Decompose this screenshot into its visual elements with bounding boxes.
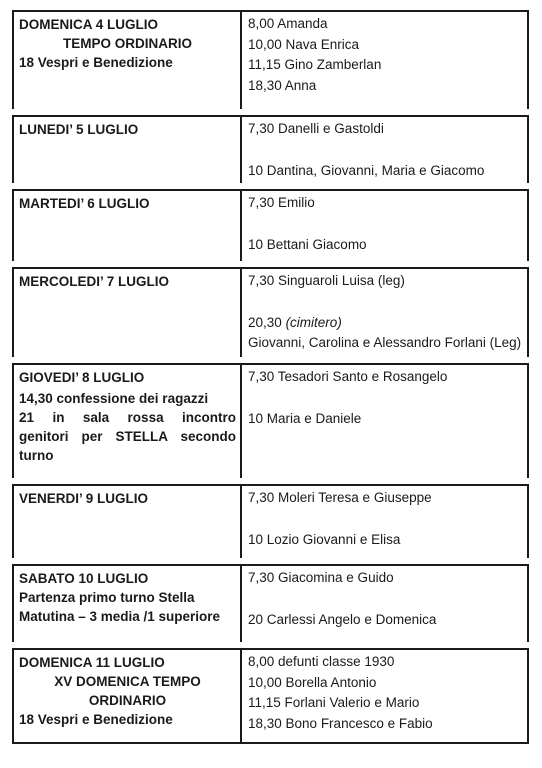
mass-intention: 10 Dantina, Giovanni, Maria e Giacomo — [248, 162, 485, 178]
day-note: Partenza primo turno Stella — [19, 590, 195, 605]
mass-intention: Giovanni, Carolina e Alessandro Forlani (Leg) — [248, 335, 522, 350]
mass-location: (cimitero) — [285, 314, 342, 330]
day-title: VENERDI’ 9 LUGLIO — [19, 491, 149, 506]
mass-intention: 18,30 Bono Francesco e Fabio — [248, 715, 433, 731]
mass-intention: 10 Maria e Daniele — [248, 410, 362, 426]
mass-intention: 7,30 Giacomina e Guido — [248, 570, 394, 585]
table-row — [12, 189, 529, 261]
table-row — [12, 564, 529, 642]
table-row — [12, 267, 529, 357]
table-row — [12, 648, 529, 744]
day-title: SABATO 10 LUGLIO — [19, 571, 149, 586]
day-note: 14,30 confessione dei ragazzi — [19, 391, 209, 406]
day-note: 18 Vespri e Benedizione — [19, 55, 173, 70]
table-row — [12, 363, 529, 478]
day-title: DOMENICA 11 LUGLIO — [19, 655, 165, 670]
masses-cell — [241, 267, 529, 357]
masses-cell — [241, 10, 529, 109]
mass-intention: 10 Lozio Giovanni e Elisa — [248, 531, 401, 547]
liturgical-title: TEMPO ORDINARIO — [62, 36, 192, 51]
mass-intention: 7,30 Danelli e Gastoldi — [248, 121, 384, 136]
weekly-mass-schedule-table — [12, 10, 529, 744]
masses-cell — [241, 115, 529, 183]
mass-intention: 7,30 Singuaroli Luisa (leg) — [248, 273, 405, 288]
day-cell — [12, 648, 241, 744]
day-title: MERCOLEDI’ 7 LUGLIO — [19, 274, 170, 289]
masses-cell — [241, 564, 529, 642]
table-row — [12, 484, 529, 558]
mass-intention-evening — [248, 313, 523, 334]
day-cell — [12, 10, 241, 109]
mass-intention: 7,30 Tesadori Santo e Rosangelo — [248, 369, 448, 384]
liturgical-title: XV DOMENICA TEMPO — [54, 674, 201, 689]
day-note: 18 Vespri e Benedizione — [19, 712, 173, 727]
mass-intention: 7,30 Emilio — [248, 195, 315, 210]
day-cell — [12, 267, 241, 357]
mass-time: 20,30 — [248, 314, 282, 330]
day-note: Matutina – 3 media /1 superiore — [19, 609, 221, 624]
day-title: DOMENICA 4 LUGLIO — [19, 17, 159, 32]
masses-cell — [241, 648, 529, 744]
table-row — [12, 115, 529, 183]
mass-intention: 10,00 Nava Enrica — [248, 36, 360, 52]
mass-intention: 18,30 Anna — [248, 77, 317, 93]
day-cell — [12, 564, 241, 642]
day-title: LUNEDI’ 5 LUGLIO — [19, 122, 139, 137]
day-cell — [12, 189, 241, 261]
liturgical-title: ORDINARIO — [88, 693, 167, 708]
masses-cell — [241, 363, 529, 478]
table-row — [12, 10, 529, 109]
masses-cell — [241, 484, 529, 558]
masses-cell — [241, 189, 529, 261]
schedule-sheet — [12, 10, 529, 744]
day-cell — [12, 115, 241, 183]
day-title: GIOVEDI’ 8 LUGLIO — [19, 370, 145, 385]
day-note: genitori per STELLA secondo — [19, 429, 236, 444]
mass-intention: 7,30 Moleri Teresa e Giuseppe — [248, 490, 432, 505]
mass-intention: 20 Carlessi Angelo e Domenica — [248, 611, 437, 627]
mass-intention: 8,00 Amanda — [248, 16, 328, 31]
mass-intention: 8,00 defunti classe 1930 — [248, 654, 395, 669]
mass-intention: 10,00 Borella Antonio — [248, 674, 377, 690]
day-cell — [12, 484, 241, 558]
mass-intention: 11,15 Gino Zamberlan — [248, 57, 382, 72]
mass-intention: 10 Bettani Giacomo — [248, 236, 367, 252]
day-note: 21 in sala rossa incontro — [19, 410, 236, 425]
mass-intention: 11,15 Forlani Valerio e Mario — [248, 695, 420, 710]
day-title: MARTEDI’ 6 LUGLIO — [19, 196, 150, 211]
day-note: turno — [19, 448, 54, 463]
day-cell — [12, 363, 241, 478]
